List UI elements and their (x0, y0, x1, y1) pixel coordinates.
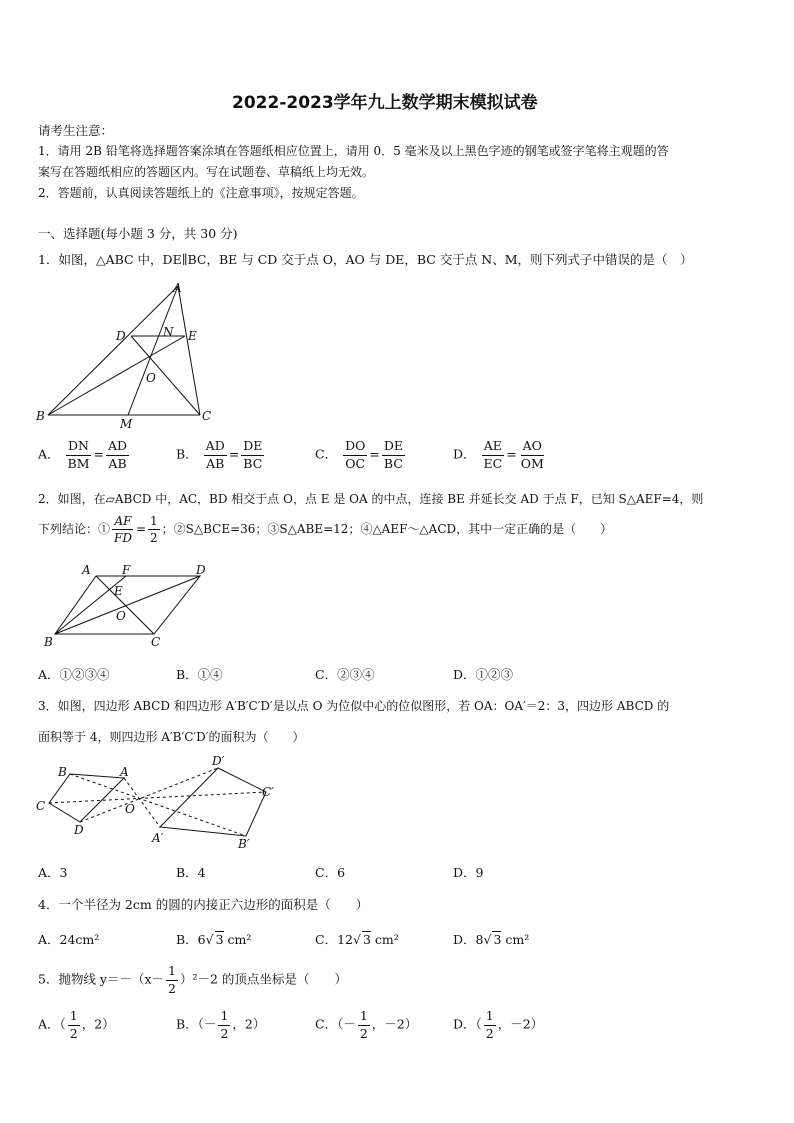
q1-label-o: O (146, 371, 156, 385)
q5-stem: 5．抛物线 y＝－（x－ $\frac{1}{2}$ ）²－2 的顶点坐标是（ ） (38, 963, 347, 996)
q1-d-left-frac: $\frac{AE}{EC}$ (483, 438, 503, 471)
q1-label-n: N (163, 325, 174, 339)
sqrt-icon: √ (205, 932, 214, 947)
notice-line-1a: 1．请用 2B 铅笔将选择题答案涂填在答题纸相应位置上，请用 0．5 毫米及以上黑色字迹的钢笔或签字笔将主观题的答 (38, 144, 669, 158)
q1-option-b[interactable]: B． $\frac{AD}{AB}$ = $\frac{DE}{BC}$ (176, 438, 263, 471)
q5-option-b[interactable]: B．（－ $\frac{1}{2}$ ，2） (176, 1008, 266, 1041)
notice-line-2: 2．答题前，认真阅读答题纸上的《注意事项》，按规定答题。 (38, 186, 364, 200)
page-title: 2022-2023学年九上数学期末模拟试卷 (232, 93, 538, 113)
q1-b-right-frac: $\frac{DE}{BC}$ (243, 438, 263, 471)
q3-stem-line1: 3．如图，四边形 ABCD 和四边形 A′B′C′D′是以点 O 为位似中心的位似图形，若 OA：OA′＝2：3，四边形 ABCD 的 (38, 699, 670, 713)
q2-option-d[interactable]: D．①②③ (453, 667, 514, 682)
sqrt-icon: √ (352, 932, 361, 947)
q1-label-c: C (202, 409, 212, 423)
notice-heading: 请考生注意： (38, 123, 114, 138)
q4-option-d[interactable]: D．8√ 3 cm² (453, 932, 530, 947)
q3-label-cprime: C′ (262, 785, 274, 799)
q4-stem: 4．一个半径为 2cm 的圆的内接正六边形的面积是（ ） (38, 897, 369, 912)
q2-line2: 下列结论：① $\frac{AF}{FD}$ = $\frac{1}{2}$ ；②S△BCE=36；③S△ABE=12；④△AEF～△ACD，其中一定正确的是（ ） (38, 514, 613, 545)
q3-label-b: B (58, 765, 67, 779)
q1-label-e: E (188, 329, 197, 343)
q3-label-c: C (36, 799, 46, 813)
q1-c-right-frac: $\frac{DE}{BC}$ (383, 438, 403, 471)
q1-stem: 1．如图，△ABC 中，DE∥BC，BE 与 CD 交于点 O，AO 与 DE，BC 交于点 N、M，则下列式子中错误的是（ ） (38, 252, 693, 267)
q4-option-a[interactable]: A．24cm² (38, 932, 100, 947)
q1-option-d[interactable]: D． $\frac{AE}{EC}$ = $\frac{AO}{OM}$ (453, 438, 544, 471)
q3-label-a: A (120, 765, 129, 779)
q1-a-right-frac: $\frac{AD}{AB}$ (108, 438, 128, 471)
q2-label-f: F (122, 563, 131, 577)
q3-option-a[interactable]: A．3 (38, 865, 68, 880)
q4-option-c[interactable]: C．12√ 3 cm² (315, 932, 399, 947)
q3-label-bprime: B′ (238, 837, 250, 851)
q1-b-left-frac: $\frac{AD}{AB}$ (205, 438, 225, 471)
q3-stem-line2: 面积等于 4，则四边形 A′B′C′D′的面积为（ ） (38, 730, 305, 744)
q2-label-e: E (114, 584, 123, 598)
q1-label-a: A (173, 281, 182, 295)
q1-c-left-frac: $\frac{DO}{OC}$ (345, 438, 366, 471)
q1-label-m: M (120, 417, 133, 430)
q2-frac-half: $\frac{1}{2}$ (150, 514, 158, 545)
q1-label-d: D (116, 329, 126, 343)
q3-label-dprime: D′ (212, 754, 225, 768)
q2-figure (40, 560, 220, 652)
section-heading: 一、选择题(每小题 3 分，共 30 分) (38, 226, 238, 241)
q2-label-c: C (151, 635, 161, 649)
q1-d-right-frac: $\frac{AO}{OM}$ (520, 438, 544, 471)
q1-figure (30, 278, 230, 430)
q5-option-c[interactable]: C．（－ $\frac{1}{2}$ ，－2） (315, 1008, 418, 1041)
q3-label-aprime: A′ (152, 831, 164, 845)
q2-label-o: O (116, 609, 126, 623)
q3-figure (32, 752, 292, 852)
q2-label-a: A (82, 563, 91, 577)
q2-option-a[interactable]: A．①②③④ (38, 667, 110, 682)
q1-a-left-frac: $\frac{DN}{BM}$ (67, 438, 90, 471)
q3-option-b[interactable]: B．4 (176, 865, 206, 880)
q4-option-b[interactable]: B．6√ 3 cm² (176, 932, 252, 947)
q2-stem: 2．如图，在▱ABCD 中，AC，BD 相交于点 O，点 E 是 OA 的中点，连接 BE 并延长交 AD 于点 F，已知 S△AEF=4，则 (38, 492, 704, 506)
q3-option-c[interactable]: C．6 (315, 865, 346, 880)
q2-option-c[interactable]: C．②③④ (315, 667, 375, 682)
q2-option-b[interactable]: B．①④ (176, 667, 223, 682)
q1-option-a[interactable]: A． $\frac{DN}{BM}$ = $\frac{AD}{AB}$ (38, 438, 128, 471)
q3-label-o: O (125, 802, 135, 816)
q5-frac-half: $\frac{1}{2}$ (168, 963, 176, 996)
q2-label-b: B (44, 635, 53, 649)
notice-line-1b: 案写在答题纸相应的答题区内。写在试题卷、草稿纸上均无效。 (38, 165, 375, 179)
sqrt-icon: √ (483, 932, 492, 947)
q3-label-d: D (74, 823, 84, 837)
q1-option-c[interactable]: C． $\frac{DO}{OC}$ = $\frac{DE}{BC}$ (315, 438, 403, 471)
q1-label-b: B (36, 409, 45, 423)
q5-option-d[interactable]: D．（ $\frac{1}{2}$ ，－2） (453, 1008, 544, 1041)
q2-label-d: D (196, 563, 206, 577)
q2-frac-af-fd: $\frac{AF}{FD}$ (114, 514, 132, 545)
q5-option-a[interactable]: A．（ $\frac{1}{2}$ ，2） (38, 1008, 115, 1041)
q3-option-d[interactable]: D．9 (453, 865, 484, 880)
